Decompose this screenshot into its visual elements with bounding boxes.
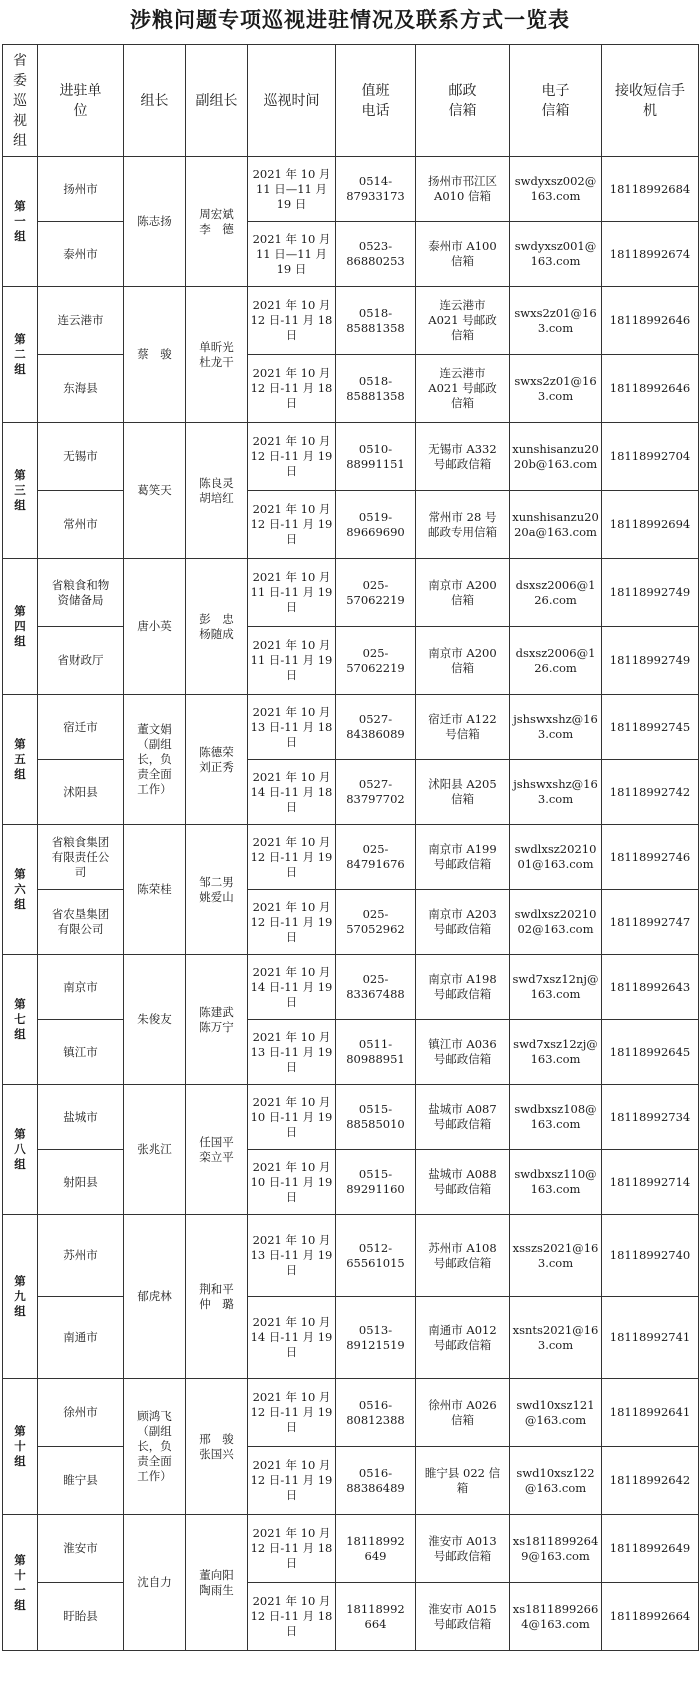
group-name-char: 三: [14, 483, 26, 497]
group-name-char: 第: [14, 604, 26, 618]
sms-cell: 18118992741: [602, 1297, 699, 1379]
page-title: 涉粮问题专项巡视进驻情况及联系方式一览表: [130, 8, 570, 32]
phone-cell: 025-84791676: [336, 825, 416, 890]
phone-cell: 18118992649: [336, 1515, 416, 1583]
sms-cell: 18118992684: [602, 157, 699, 222]
unit-cell: 淮安市: [38, 1515, 124, 1583]
table-row: [3, 355, 699, 423]
post-box-cell: 连云港市 A021 号邮政信箱: [416, 287, 510, 355]
sms-cell: 18118992740: [602, 1215, 699, 1297]
email-cell[interactable]: swd7xsz12zj@163.com: [510, 1020, 602, 1085]
unit-cell: 扬州市: [38, 157, 124, 222]
table-row: [3, 760, 699, 825]
sms-cell: 18118992649: [602, 1515, 699, 1583]
sms-cell: 18118992734: [602, 1085, 699, 1150]
table-row: [3, 955, 699, 1020]
email-cell[interactable]: swd10xsz122@163.com: [510, 1447, 602, 1515]
header-leader: 组长: [124, 45, 186, 157]
sms-cell: 18118992749: [602, 559, 699, 627]
time-cell: 2021 年 10 月 14 日-11 月 19 日: [248, 1297, 336, 1379]
post-box-cell: 盐城市 A087 号邮政信箱: [416, 1085, 510, 1150]
table-row: [3, 1297, 699, 1379]
deputy-cell: 荆和平 仲 璐: [186, 1215, 248, 1379]
email-cell[interactable]: swdlxsz2021002@163.com: [510, 890, 602, 955]
time-cell: 2021 年 10 月 12 日-11 月 18 日: [248, 355, 336, 423]
sms-cell: 18118992749: [602, 627, 699, 695]
phone-cell: 0511-80988951: [336, 1020, 416, 1085]
group-name-char: 四: [14, 619, 26, 633]
group-name-char: 第: [14, 737, 26, 751]
group-name-char: 组: [14, 1454, 26, 1468]
group-name-char: 一: [14, 214, 26, 228]
table-row: [3, 423, 699, 491]
email-cell[interactable]: xunshisanzu2020b@163.com: [510, 423, 602, 491]
contact-table: [2, 44, 699, 1651]
header-duty-phone: 值班电话: [336, 45, 416, 157]
post-box-cell: 宿迁市 A122 号信箱: [416, 695, 510, 760]
phone-cell: 0519-89669690: [336, 491, 416, 559]
post-box-cell: 泰州市 A100 信箱: [416, 222, 510, 287]
email-cell[interactable]: xsszs2021@163.com: [510, 1215, 602, 1297]
email-cell[interactable]: jshswxshz@163.com: [510, 695, 602, 760]
time-cell: 2021 年 10 月 12 日-11 月 18 日: [248, 1515, 336, 1583]
post-box-cell: 沭阳县 A205 信箱: [416, 760, 510, 825]
header-unit: 进驻单位: [38, 45, 124, 157]
time-cell: 2021 年 10 月 12 日-11 月 19 日: [248, 491, 336, 559]
post-box-cell: 南京市 A203 号邮政信箱: [416, 890, 510, 955]
time-cell: 2021 年 10 月 12 日-11 月 19 日: [248, 1379, 336, 1447]
header-deputy: 副组长: [186, 45, 248, 157]
group-name-char: 组: [14, 1597, 26, 1612]
time-cell: 2021 年 10 月 10 日-11 月 19 日: [248, 1085, 336, 1150]
group-name-char: 六: [14, 882, 26, 896]
phone-cell: 0512-65561015: [336, 1215, 416, 1297]
group-name-char: 第: [14, 1552, 26, 1567]
leader-cell: 朱俊友: [124, 955, 186, 1085]
group-name-char: 组: [14, 1157, 26, 1171]
table-row: [3, 157, 699, 222]
table-row: [3, 1020, 699, 1085]
email-cell[interactable]: xsnts2021@163.com: [510, 1297, 602, 1379]
unit-cell: 省粮食集团有限责任公司: [38, 825, 124, 890]
time-cell: 2021 年 10 月 11 日—11 月 19 日: [248, 157, 336, 222]
post-box-cell: 苏州市 A108 号邮政信箱: [416, 1215, 510, 1297]
deputy-cell: 单昕光 杜龙干: [186, 287, 248, 423]
phone-cell: 0527-83797702: [336, 760, 416, 825]
deputy-cell: 董向阳 陶雨生: [186, 1515, 248, 1651]
sms-cell: 18118992714: [602, 1150, 699, 1215]
sms-cell: 18118992742: [602, 760, 699, 825]
deputy-cell: 陈良灵 胡培红: [186, 423, 248, 559]
post-box-cell: 南京市 A200 信箱: [416, 627, 510, 695]
leader-cell: 陈荣桂: [124, 825, 186, 955]
email-cell[interactable]: swdyxsz001@163.com: [510, 222, 602, 287]
post-box-cell: 淮安市 A015 号邮政信箱: [416, 1583, 510, 1651]
leader-cell: 顾鸿飞（副组长，负责全面工作）: [124, 1379, 186, 1515]
email-cell[interactable]: swd7xsz12nj@163.com: [510, 955, 602, 1020]
group-name-char: 组: [14, 362, 26, 376]
phone-cell: 0515-89291160: [336, 1150, 416, 1215]
deputy-cell: 任国平 栾立平: [186, 1085, 248, 1215]
unit-cell: 徐州市: [38, 1379, 124, 1447]
group-name-char: 组: [14, 767, 26, 781]
table-row: [3, 1583, 699, 1651]
unit-cell: 盐城市: [38, 1085, 124, 1150]
email-cell[interactable]: swdlxsz2021001@163.com: [510, 825, 602, 890]
unit-cell: 连云港市: [38, 287, 124, 355]
post-box-cell: 连云港市 A021 号邮政信箱: [416, 355, 510, 423]
unit-cell: 省农垦集团有限公司: [38, 890, 124, 955]
leader-cell: 蔡 骏: [124, 287, 186, 423]
group-name-char: 十: [14, 1439, 26, 1453]
header-group-char: 委: [13, 72, 27, 89]
table-row: [3, 222, 699, 287]
post-box-cell: 常州市 28 号邮政专用信箱: [416, 491, 510, 559]
unit-cell: 南京市: [38, 955, 124, 1020]
header-sms: 接收短信手机: [602, 45, 699, 157]
group-name-char: 组: [14, 897, 26, 911]
post-box-cell: 徐州市 A026 信箱: [416, 1379, 510, 1447]
group-name-char: 组: [14, 634, 26, 648]
email-cell[interactable]: jshswxshz@163.com: [510, 760, 602, 825]
group-name-char: 第: [14, 997, 26, 1011]
table-row: [3, 1515, 699, 1583]
table-row: [3, 1215, 699, 1297]
group-name-char: 八: [14, 1142, 26, 1156]
time-cell: 2021 年 10 月 12 日-11 月 19 日: [248, 890, 336, 955]
leader-cell: 张兆江: [124, 1085, 186, 1215]
email-cell[interactable]: swxs2z01@163.com: [510, 355, 602, 423]
time-cell: 2021 年 10 月 12 日-11 月 19 日: [248, 1447, 336, 1515]
header-email: 电子信箱: [510, 45, 602, 157]
post-box-cell: 南京市 A200 信箱: [416, 559, 510, 627]
header-post-box: 邮政信箱: [416, 45, 510, 157]
table-row: [3, 695, 699, 760]
group-name-char: 一: [14, 1582, 26, 1597]
header-group-char: 巡: [13, 92, 27, 109]
time-cell: 2021 年 10 月 12 日-11 月 19 日: [248, 423, 336, 491]
phone-cell: 025-57052962: [336, 890, 416, 955]
table-row: [3, 491, 699, 559]
phone-cell: 0514-87933173: [336, 157, 416, 222]
unit-cell: 射阳县: [38, 1150, 124, 1215]
unit-cell: 省财政厅: [38, 627, 124, 695]
phone-cell: 0510-88991151: [336, 423, 416, 491]
deputy-cell: 邹二男 姚爱山: [186, 825, 248, 955]
email-cell[interactable]: swdbxsz110@163.com: [510, 1150, 602, 1215]
leader-cell: 唐小英: [124, 559, 186, 695]
group-name-char: 九: [14, 1289, 26, 1303]
phone-cell: 0516-80812388: [336, 1379, 416, 1447]
sms-cell: 18118992664: [602, 1583, 699, 1651]
sms-cell: 18118992674: [602, 222, 699, 287]
group-name: [3, 157, 38, 287]
table-row: [3, 1447, 699, 1515]
time-cell: 2021 年 10 月 13 日-11 月 19 日: [248, 1215, 336, 1297]
time-cell: 2021 年 10 月 13 日-11 月 18 日: [248, 695, 336, 760]
email-cell[interactable]: swdbxsz108@163.com: [510, 1085, 602, 1150]
table-body: [3, 157, 699, 1651]
email-cell[interactable]: xs18118992649@163.com: [510, 1515, 602, 1583]
table-row: [3, 1379, 699, 1447]
phone-cell: 18118992664: [336, 1583, 416, 1651]
time-cell: 2021 年 10 月 12 日-11 月 18 日: [248, 287, 336, 355]
phone-cell: 0523-86880253: [336, 222, 416, 287]
group-name-char: 组: [14, 498, 26, 512]
phone-cell: 0516-88386489: [336, 1447, 416, 1515]
group-name: [3, 695, 38, 825]
table-row: [3, 559, 699, 627]
unit-cell: 常州市: [38, 491, 124, 559]
unit-cell: 东海县: [38, 355, 124, 423]
time-cell: 2021 年 10 月 12 日-11 月 18 日: [248, 1583, 336, 1651]
table-row: [3, 287, 699, 355]
post-box-cell: 睢宁县 022 信箱: [416, 1447, 510, 1515]
deputy-cell: 邢 骏 张国兴: [186, 1379, 248, 1515]
sms-cell: 18118992646: [602, 287, 699, 355]
time-cell: 2021 年 10 月 11 日-11 月 19 日: [248, 559, 336, 627]
post-box-cell: 镇江市 A036 号邮政信箱: [416, 1020, 510, 1085]
phone-cell: 025-83367488: [336, 955, 416, 1020]
unit-cell: 苏州市: [38, 1215, 124, 1297]
table-row: [3, 1085, 699, 1150]
group-name: [3, 423, 38, 559]
group-name-char: 第: [14, 1127, 26, 1141]
header-group-char: 省: [13, 52, 27, 69]
email-cell[interactable]: dsxsz2006@126.com: [510, 559, 602, 627]
group-name: [3, 1085, 38, 1215]
time-cell: 2021 年 10 月 11 日—11 月 19 日: [248, 222, 336, 287]
table-row: [3, 825, 699, 890]
group-name: [3, 955, 38, 1085]
unit-cell: 南通市: [38, 1297, 124, 1379]
deputy-cell: 陈德荣 刘正秀: [186, 695, 248, 825]
group-name-char: 第: [14, 468, 26, 482]
time-cell: 2021 年 10 月 14 日-11 月 19 日: [248, 955, 336, 1020]
post-box-cell: 无锡市 A332 号邮政信箱: [416, 423, 510, 491]
group-name-char: 二: [14, 347, 26, 361]
sms-cell: 18118992694: [602, 491, 699, 559]
leader-cell: 葛笑天: [124, 423, 186, 559]
group-name-char: 十: [14, 1567, 26, 1582]
group-name-char: 组: [14, 1304, 26, 1318]
sms-cell: 18118992704: [602, 423, 699, 491]
header-group: [3, 45, 38, 157]
phone-cell: 025-57062219: [336, 627, 416, 695]
deputy-cell: 彭 忠 杨随成: [186, 559, 248, 695]
group-name: [3, 287, 38, 423]
group-name: [3, 1379, 38, 1515]
leader-cell: 陈志扬: [124, 157, 186, 287]
sms-cell: 18118992745: [602, 695, 699, 760]
header-group-char: 视: [13, 112, 27, 129]
time-cell: 2021 年 10 月 13 日-11 月 19 日: [248, 1020, 336, 1085]
group-name-char: 第: [14, 1274, 26, 1288]
unit-cell: 宿迁市: [38, 695, 124, 760]
post-box-cell: 盐城市 A088 号邮政信箱: [416, 1150, 510, 1215]
post-box-cell: 南京市 A199 号邮政信箱: [416, 825, 510, 890]
group-name-char: 组: [14, 229, 26, 243]
sms-cell: 18118992641: [602, 1379, 699, 1447]
email-cell[interactable]: dsxsz2006@126.com: [510, 627, 602, 695]
sms-cell: 18118992645: [602, 1020, 699, 1085]
group-name: [3, 825, 38, 955]
email-cell[interactable]: xunshisanzu2020a@163.com: [510, 491, 602, 559]
email-cell[interactable]: xs18118992664@163.com: [510, 1583, 602, 1651]
unit-cell: 盱眙县: [38, 1583, 124, 1651]
email-cell[interactable]: swxs2z01@163.com: [510, 287, 602, 355]
unit-cell: 省粮食和物资储备局: [38, 559, 124, 627]
table-row: [3, 627, 699, 695]
unit-cell: 沭阳县: [38, 760, 124, 825]
phone-cell: 0515-88585010: [336, 1085, 416, 1150]
group-name-char: 第: [14, 332, 26, 346]
time-cell: 2021 年 10 月 14 日-11 月 18 日: [248, 760, 336, 825]
group-name-char: 第: [14, 867, 26, 881]
email-cell[interactable]: swd10xsz121@163.com: [510, 1379, 602, 1447]
post-box-cell: 淮安市 A013 号邮政信箱: [416, 1515, 510, 1583]
unit-cell: 睢宁县: [38, 1447, 124, 1515]
phone-cell: 0518-85881358: [336, 287, 416, 355]
header-group-char: 组: [13, 132, 27, 149]
group-name-char: 第: [14, 1424, 26, 1438]
phone-cell: 0518-85881358: [336, 355, 416, 423]
post-box-cell: 扬州市邗江区 A010 信箱: [416, 157, 510, 222]
unit-cell: 无锡市: [38, 423, 124, 491]
leader-cell: 沈自力: [124, 1515, 186, 1651]
sms-cell: 18118992643: [602, 955, 699, 1020]
header-row: [3, 45, 699, 157]
phone-cell: 0513-89121519: [336, 1297, 416, 1379]
time-cell: 2021 年 10 月 11 日-11 月 19 日: [248, 627, 336, 695]
post-box-cell: 南京市 A198 号邮政信箱: [416, 955, 510, 1020]
email-cell[interactable]: swdyxsz002@163.com: [510, 157, 602, 222]
table-row: [3, 1150, 699, 1215]
group-name: [3, 1215, 38, 1379]
unit-cell: 镇江市: [38, 1020, 124, 1085]
group-name: [3, 1515, 38, 1651]
group-name-char: 第: [14, 199, 26, 213]
sms-cell: 18118992646: [602, 355, 699, 423]
time-cell: 2021 年 10 月 10 日-11 月 19 日: [248, 1150, 336, 1215]
leader-cell: 郁虎林: [124, 1215, 186, 1379]
header-time: 巡视时间: [248, 45, 336, 157]
leader-cell: 董文娟（副组长，负责全面工作）: [124, 695, 186, 825]
group-name-char: 组: [14, 1027, 26, 1041]
group-name: [3, 559, 38, 695]
phone-cell: 025-57062219: [336, 559, 416, 627]
post-box-cell: 南通市 A012 号邮政信箱: [416, 1297, 510, 1379]
sms-cell: 18118992746: [602, 825, 699, 890]
deputy-cell: 陈建武 陈万宁: [186, 955, 248, 1085]
sms-cell: 18118992642: [602, 1447, 699, 1515]
phone-cell: 0527-84386089: [336, 695, 416, 760]
group-name-char: 五: [14, 752, 26, 766]
table-row: [3, 890, 699, 955]
unit-cell: 泰州市: [38, 222, 124, 287]
time-cell: 2021 年 10 月 12 日-11 月 19 日: [248, 825, 336, 890]
group-name-char: 七: [14, 1012, 26, 1026]
sms-cell: 18118992747: [602, 890, 699, 955]
deputy-cell: 周宏斌 李 德: [186, 157, 248, 287]
